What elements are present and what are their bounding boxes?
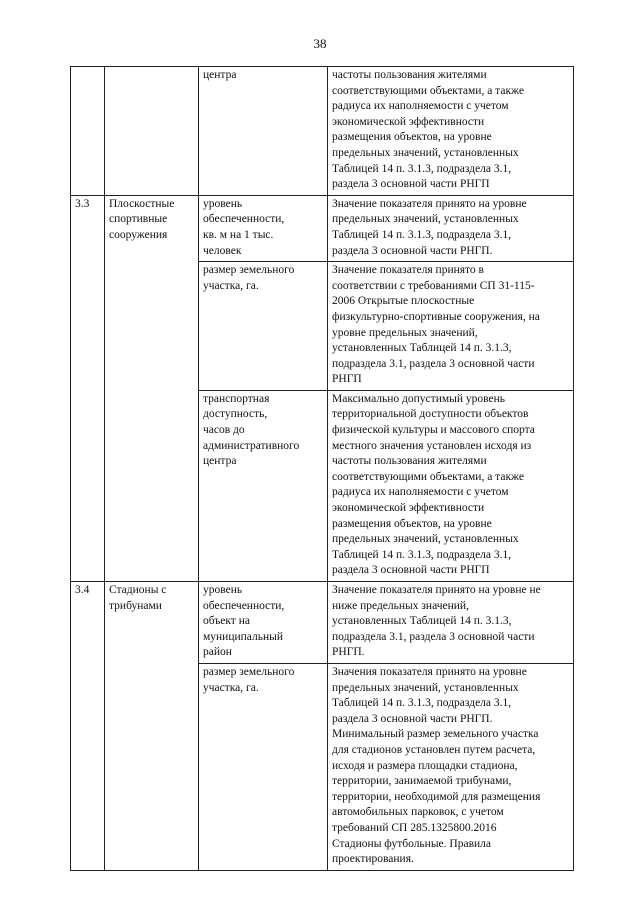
indicator-cell bbox=[199, 195, 328, 261]
value-line: раздела 3 основной части РНГП bbox=[332, 564, 490, 577]
value-line: местного значения установлен исходя из bbox=[332, 439, 532, 452]
number-cell: 3.3 bbox=[71, 195, 105, 581]
object-line: сооружения bbox=[109, 228, 168, 241]
value-line: ниже предельных значений, bbox=[332, 599, 469, 612]
indicator-line: человек bbox=[203, 244, 242, 257]
value-line: территориальной доступности объектов bbox=[332, 408, 529, 421]
indicator-line: доступность, bbox=[203, 408, 268, 421]
object-line: Плоскостные bbox=[109, 197, 175, 210]
indicator-line: уровень bbox=[203, 584, 243, 596]
number-cell bbox=[71, 67, 105, 196]
indicator-line: уровень bbox=[203, 197, 243, 210]
indicator-line: муниципальный bbox=[203, 630, 284, 643]
object-cell bbox=[105, 195, 199, 581]
value-line: установленных Таблицей 14 п. 3.1.3, bbox=[332, 342, 512, 355]
value-cell bbox=[328, 582, 574, 664]
value-line: экономической эффективности bbox=[332, 502, 485, 515]
indicator-line: обеспеченности, bbox=[203, 599, 285, 612]
value-line: радиуса их наполняемости с учетом bbox=[332, 100, 509, 113]
indicator-cell bbox=[199, 262, 328, 391]
value-cell bbox=[328, 663, 574, 870]
value-line: раздела 3 основной части РНГП bbox=[332, 178, 490, 191]
value-line: соответствующими объектами, а также bbox=[332, 84, 524, 97]
value-line: территории, занимаемой трибунами, bbox=[332, 775, 512, 788]
value-line: соответствии с требованиями СП 31-115- bbox=[332, 279, 535, 292]
value-line: размещения объектов, на уровне bbox=[332, 131, 492, 144]
value-line: предельных значений, установленных bbox=[332, 533, 519, 546]
indicator-line: кв. м на 1 тыс. bbox=[203, 228, 274, 241]
value-line: Таблицей 14 п. 3.1.3, подраздела 3.1, bbox=[332, 228, 512, 241]
indicator-cell bbox=[199, 582, 328, 664]
page-number: 38 bbox=[313, 36, 327, 51]
value-line: Таблицей 14 п. 3.1.3, подраздела 3.1, bbox=[332, 162, 512, 175]
indicator-line: часов до bbox=[203, 424, 245, 437]
value-line: частоты пользования жителями bbox=[332, 455, 487, 468]
indicator-line: административного bbox=[203, 439, 300, 452]
indicator-cell bbox=[199, 67, 328, 196]
value-line: РНГП. bbox=[332, 646, 365, 659]
value-line: проектирования. bbox=[332, 853, 414, 866]
indicator-line: обеспеченности, bbox=[203, 213, 285, 226]
value-line: частоты пользования жителями bbox=[332, 69, 487, 81]
value-line: подраздела 3.1, раздела 3 основной части bbox=[332, 630, 535, 643]
value-cell bbox=[328, 390, 574, 581]
value-line: Минимальный размер земельного участка bbox=[332, 728, 539, 741]
value-line: Значение показателя принято на уровне bbox=[332, 197, 527, 210]
object-line: трибунами bbox=[109, 599, 162, 612]
value-line: РНГП bbox=[332, 373, 362, 386]
indicator-line: участка, га. bbox=[203, 279, 259, 292]
value-line: Значения показателя принято на уровне bbox=[332, 665, 527, 678]
indicator-line: транспортная bbox=[203, 392, 270, 405]
object-cell bbox=[105, 582, 199, 871]
value-line: раздела 3 основной части РНГП. bbox=[332, 712, 493, 725]
value-line: соответствующими объектами, а также bbox=[332, 470, 524, 483]
value-line: Таблицей 14 п. 3.1.3, подраздела 3.1, bbox=[332, 548, 512, 561]
indicator-line: район bbox=[203, 646, 232, 659]
value-line: раздела 3 основной части РНГП. bbox=[332, 244, 493, 257]
table-row bbox=[71, 195, 574, 261]
value-line: Значение показателя принято в bbox=[332, 264, 484, 277]
value-line: Максимально допустимый уровень bbox=[332, 392, 505, 405]
table-row bbox=[71, 582, 574, 664]
object-cell bbox=[105, 67, 199, 196]
value-line: предельных значений, установленных bbox=[332, 146, 519, 159]
value-line: экономической эффективности bbox=[332, 115, 485, 128]
value-line: подраздела 3.1, раздела 3 основной части bbox=[332, 357, 535, 370]
value-line: предельных значений, установленных bbox=[332, 213, 519, 226]
regulation-table bbox=[70, 66, 574, 871]
value-line: размещения объектов, на уровне bbox=[332, 517, 492, 530]
value-line: Значение показателя принято на уровне не bbox=[332, 584, 541, 596]
value-line: Стадионы футбольные. Правила bbox=[332, 837, 491, 850]
indicator-line: размер земельного bbox=[203, 665, 295, 678]
value-line: Таблицей 14 п. 3.1.3, подраздела 3.1, bbox=[332, 697, 512, 710]
indicator-line: объект на bbox=[203, 615, 250, 628]
indicator-line: центра bbox=[203, 455, 237, 468]
value-line: предельных значений, установленных bbox=[332, 681, 519, 694]
object-line: спортивные bbox=[109, 213, 168, 226]
value-line: радиуса их наполняемости с учетом bbox=[332, 486, 509, 499]
indicator-cell bbox=[199, 390, 328, 581]
value-line: уровне предельных значений, bbox=[332, 326, 478, 339]
indicator-cell bbox=[199, 663, 328, 870]
value-line: 2006 Открытые плоскостные bbox=[332, 295, 475, 308]
value-line: исходя и размера площадки стадиона, bbox=[332, 759, 518, 772]
value-line: территории, необходимой для размещения bbox=[332, 790, 541, 803]
table-row-continuation bbox=[71, 67, 574, 196]
value-line: требований СП 285.1325800.2016 bbox=[332, 821, 497, 834]
value-line: автомобильных парковок, с учетом bbox=[332, 806, 504, 819]
value-line: физкультурно-спортивные сооружения, на bbox=[332, 310, 540, 323]
value-cell bbox=[328, 262, 574, 391]
value-cell bbox=[328, 195, 574, 261]
object-line: Стадионы с bbox=[109, 584, 167, 596]
indicator-line: центра bbox=[203, 69, 237, 81]
value-line: физической культуры и массового спорта bbox=[332, 424, 535, 437]
indicator-line: участка, га. bbox=[203, 681, 259, 694]
value-line: для стадионов установлен путем расчета, bbox=[332, 743, 536, 756]
value-line: установленных Таблицей 14 п. 3.1.3, bbox=[332, 615, 512, 628]
indicator-line: размер земельного bbox=[203, 264, 295, 277]
value-cell bbox=[328, 67, 574, 196]
number-cell: 3.4 bbox=[71, 582, 105, 871]
